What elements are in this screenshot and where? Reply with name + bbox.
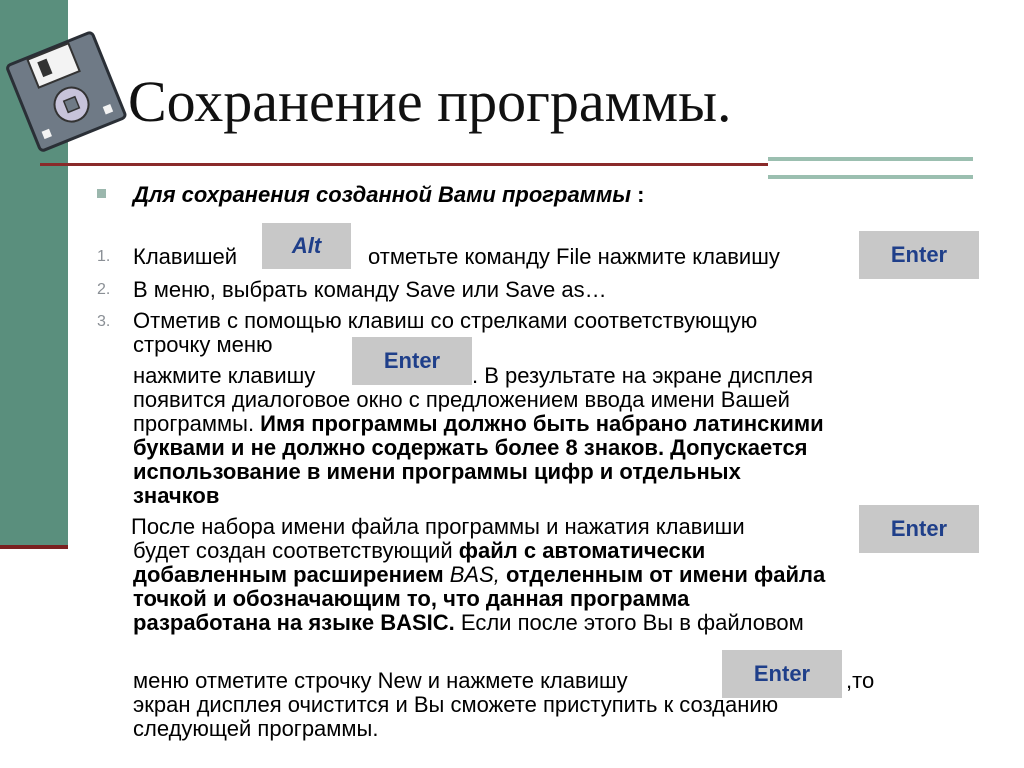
enter-key-button: Enter [859,231,979,279]
enter-key-button: Enter [352,337,472,385]
intro-text: Для сохранения созданной Вами программы : [133,182,645,207]
step1-after-key: отметьте команду File нажмите клавишу [368,244,780,269]
para3-line2: появится диалоговое окно с предложением ввода имени Вашей [133,387,790,412]
para4-line7: экран дисплея очистится и Вы сможете приступить к созданию [133,692,779,717]
square-bullet-icon [97,189,106,198]
alt-key-button: Alt [262,223,351,269]
para3-line3: программы. Имя программы должно быть набрано латинскими [133,411,824,436]
step3-line2: строчку меню [133,332,273,357]
para4-line3: добавленным расширением BAS, отделенным от имени файла [133,562,826,587]
enter-key-button: Enter [722,650,842,698]
step3-line1: Отметив с помощью клавиш со стрелками соответствующую [133,308,758,333]
para4-line5: разработана на языке BASIC. Если после этого Вы в файловом [133,610,804,635]
para3-line6: значков [133,483,220,508]
para4-line1: После набора имени файла программы и нажатия клавиши [131,514,745,539]
para3-line4: буквами и не должно содержать более 8 знаков. Допускается [133,435,808,460]
para4-line2: будет создан соответствующий файл с автоматически [133,538,706,563]
step1-before-key: Клавишей [133,244,238,269]
step2-text: В меню, выбрать команду Save или Save as… [133,277,607,302]
para4-line6-after: ,то [846,668,875,693]
para4-line4: точкой и обозначающим то, что данная программа [133,586,690,611]
enter-key-button: Enter [859,505,979,553]
para3-press-key: нажмите клавишу [133,363,316,388]
sidebar-rule [0,545,68,549]
title-divider [40,163,870,166]
para3-after-key: . В результате на экране дисплея [472,363,814,388]
step-number: 1. [97,248,111,265]
step-number: 2. [97,281,111,298]
para4-line6-before: меню отметите строчку New и нажмете клавишу [133,668,628,693]
para4-line8: следующей программы. [133,716,379,741]
step-number: 3. [97,313,111,330]
page-title: Сохранение программы. [128,69,732,134]
title-accent-bar [768,157,973,179]
para3-line5: использование в имени программы цифр и отдельных [133,459,741,484]
floppy-disk-icon [2,28,128,154]
